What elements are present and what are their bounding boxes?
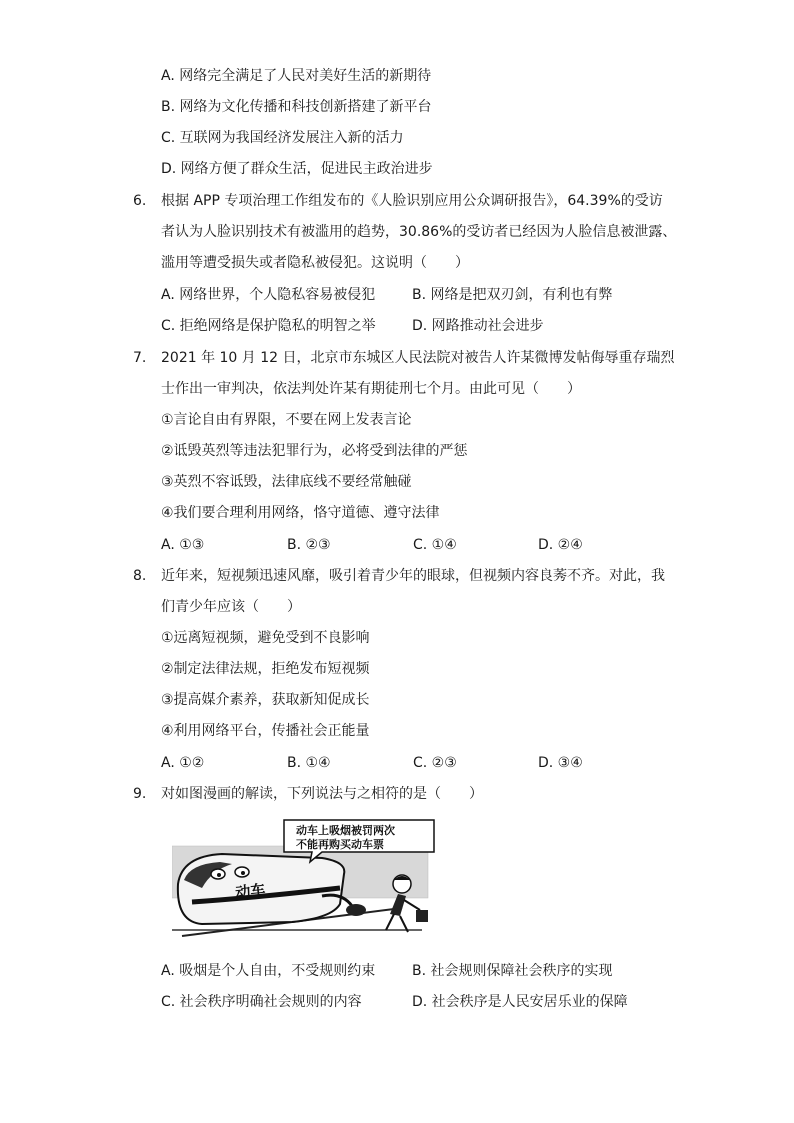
q7-number: 7. (133, 350, 147, 366)
q7-stem-line-1: 2021 年 10 月 12 日，北京市东城区人民法院对被告人许某微博发帖侮辱重存瑞烈 (161, 350, 675, 366)
q9-option-a: A. 吸烟是个人自由，不受规则约束 (161, 963, 376, 979)
q7-statement-4: ④我们要合理利用网络，恪守道德、遵守法律 (161, 505, 440, 521)
q7-option-b: B. ②③ (287, 537, 331, 553)
q8-option-b: B. ①④ (287, 755, 331, 771)
q6-stem-line-2: 者认为人脸识别技术有被滥用的趋势，30.86%的受访者已经因为人脸信息被泄露、 (161, 224, 677, 240)
q9-cartoon (172, 818, 438, 944)
q8-statement-1: ①远离短视频，避免受到不良影响 (161, 630, 370, 646)
q9-option-b: B. 社会规则保障社会秩序的实现 (412, 963, 613, 979)
person-briefcase (416, 910, 428, 922)
q6-number: 6. (133, 193, 147, 209)
cartoon-illustration (172, 818, 438, 944)
q7-statement-1: ①言论自由有界限，不要在网上发表言论 (161, 412, 412, 428)
q5-option-b: B. 网络为文化传播和科技创新搭建了新平台 (161, 99, 432, 115)
speech-bubble-line-2: 不能再购买动车票 (296, 838, 384, 851)
q9-stem-line-1: 对如图漫画的解读，下列说法与之相符的是（ ） (161, 786, 483, 802)
q9-number: 9. (133, 786, 147, 802)
q7-option-c: C. ①④ (413, 537, 457, 553)
train-label: 动车 (234, 880, 267, 902)
q7-statement-2: ②诋毁英烈等违法犯罪行为，必将受到法律的严惩 (161, 443, 468, 459)
q6-option-c: C. 拒绝网络是保护隐私的明智之举 (161, 318, 376, 334)
q8-option-a: A. ①② (161, 755, 205, 771)
q8-number: 8. (133, 568, 147, 584)
q9-option-d: D. 社会秩序是人民安居乐业的保障 (412, 994, 628, 1010)
q6-option-d: D. 网路推动社会进步 (412, 318, 544, 334)
q8-option-d: D. ③④ (538, 755, 583, 771)
speech-bubble-line-1: 动车上吸烟被罚两次 (296, 824, 395, 837)
q8-option-c: C. ②③ (413, 755, 457, 771)
q5-option-a: A. 网络完全满足了人民对美好生活的新期待 (161, 68, 432, 84)
q6-stem-line-1: 根据 APP 专项治理工作组发布的《人脸识别应用公众调研报告》，64.39%的受访 (161, 193, 663, 209)
q7-stem-line-2: 士作出一审判决，依法判处许某有期徒刑七个月。由此可见（ ） (161, 381, 581, 397)
q7-option-a: A. ①③ (161, 537, 205, 553)
q7-statement-3: ③英烈不容诋毁，法律底线不要经常触碰 (161, 474, 412, 490)
q7-option-d: D. ②④ (538, 537, 583, 553)
q5-option-c: C. 互联网为我国经济发展注入新的活力 (161, 130, 404, 146)
q5-option-d: D. 网络方便了群众生活，促进民主政治进步 (161, 161, 433, 177)
q8-stem-line-2: 们青少年应该（ ） (161, 599, 301, 615)
q8-statement-4: ④利用网络平台，传播社会正能量 (161, 723, 370, 739)
q9-option-c: C. 社会秩序明确社会规则的内容 (161, 994, 362, 1010)
q6-option-b: B. 网络是把双刃剑，有利也有弊 (412, 287, 613, 303)
train-hand (346, 904, 366, 916)
q8-statement-2: ②制定法律法规，拒绝发布短视频 (161, 661, 370, 677)
q6-option-a: A. 网络世界，个人隐私容易被侵犯 (161, 287, 376, 303)
q8-stem-line-1: 近年来，短视频迅速风靡，吸引着青少年的眼球，但视频内容良莠不齐。对此，我 (161, 568, 665, 584)
q8-statement-3: ③提高媒介素养，获取新知促成长 (161, 692, 370, 708)
q6-stem-line-3: 滥用等遭受损失或者隐私被侵犯。这说明（ ） (161, 255, 469, 271)
